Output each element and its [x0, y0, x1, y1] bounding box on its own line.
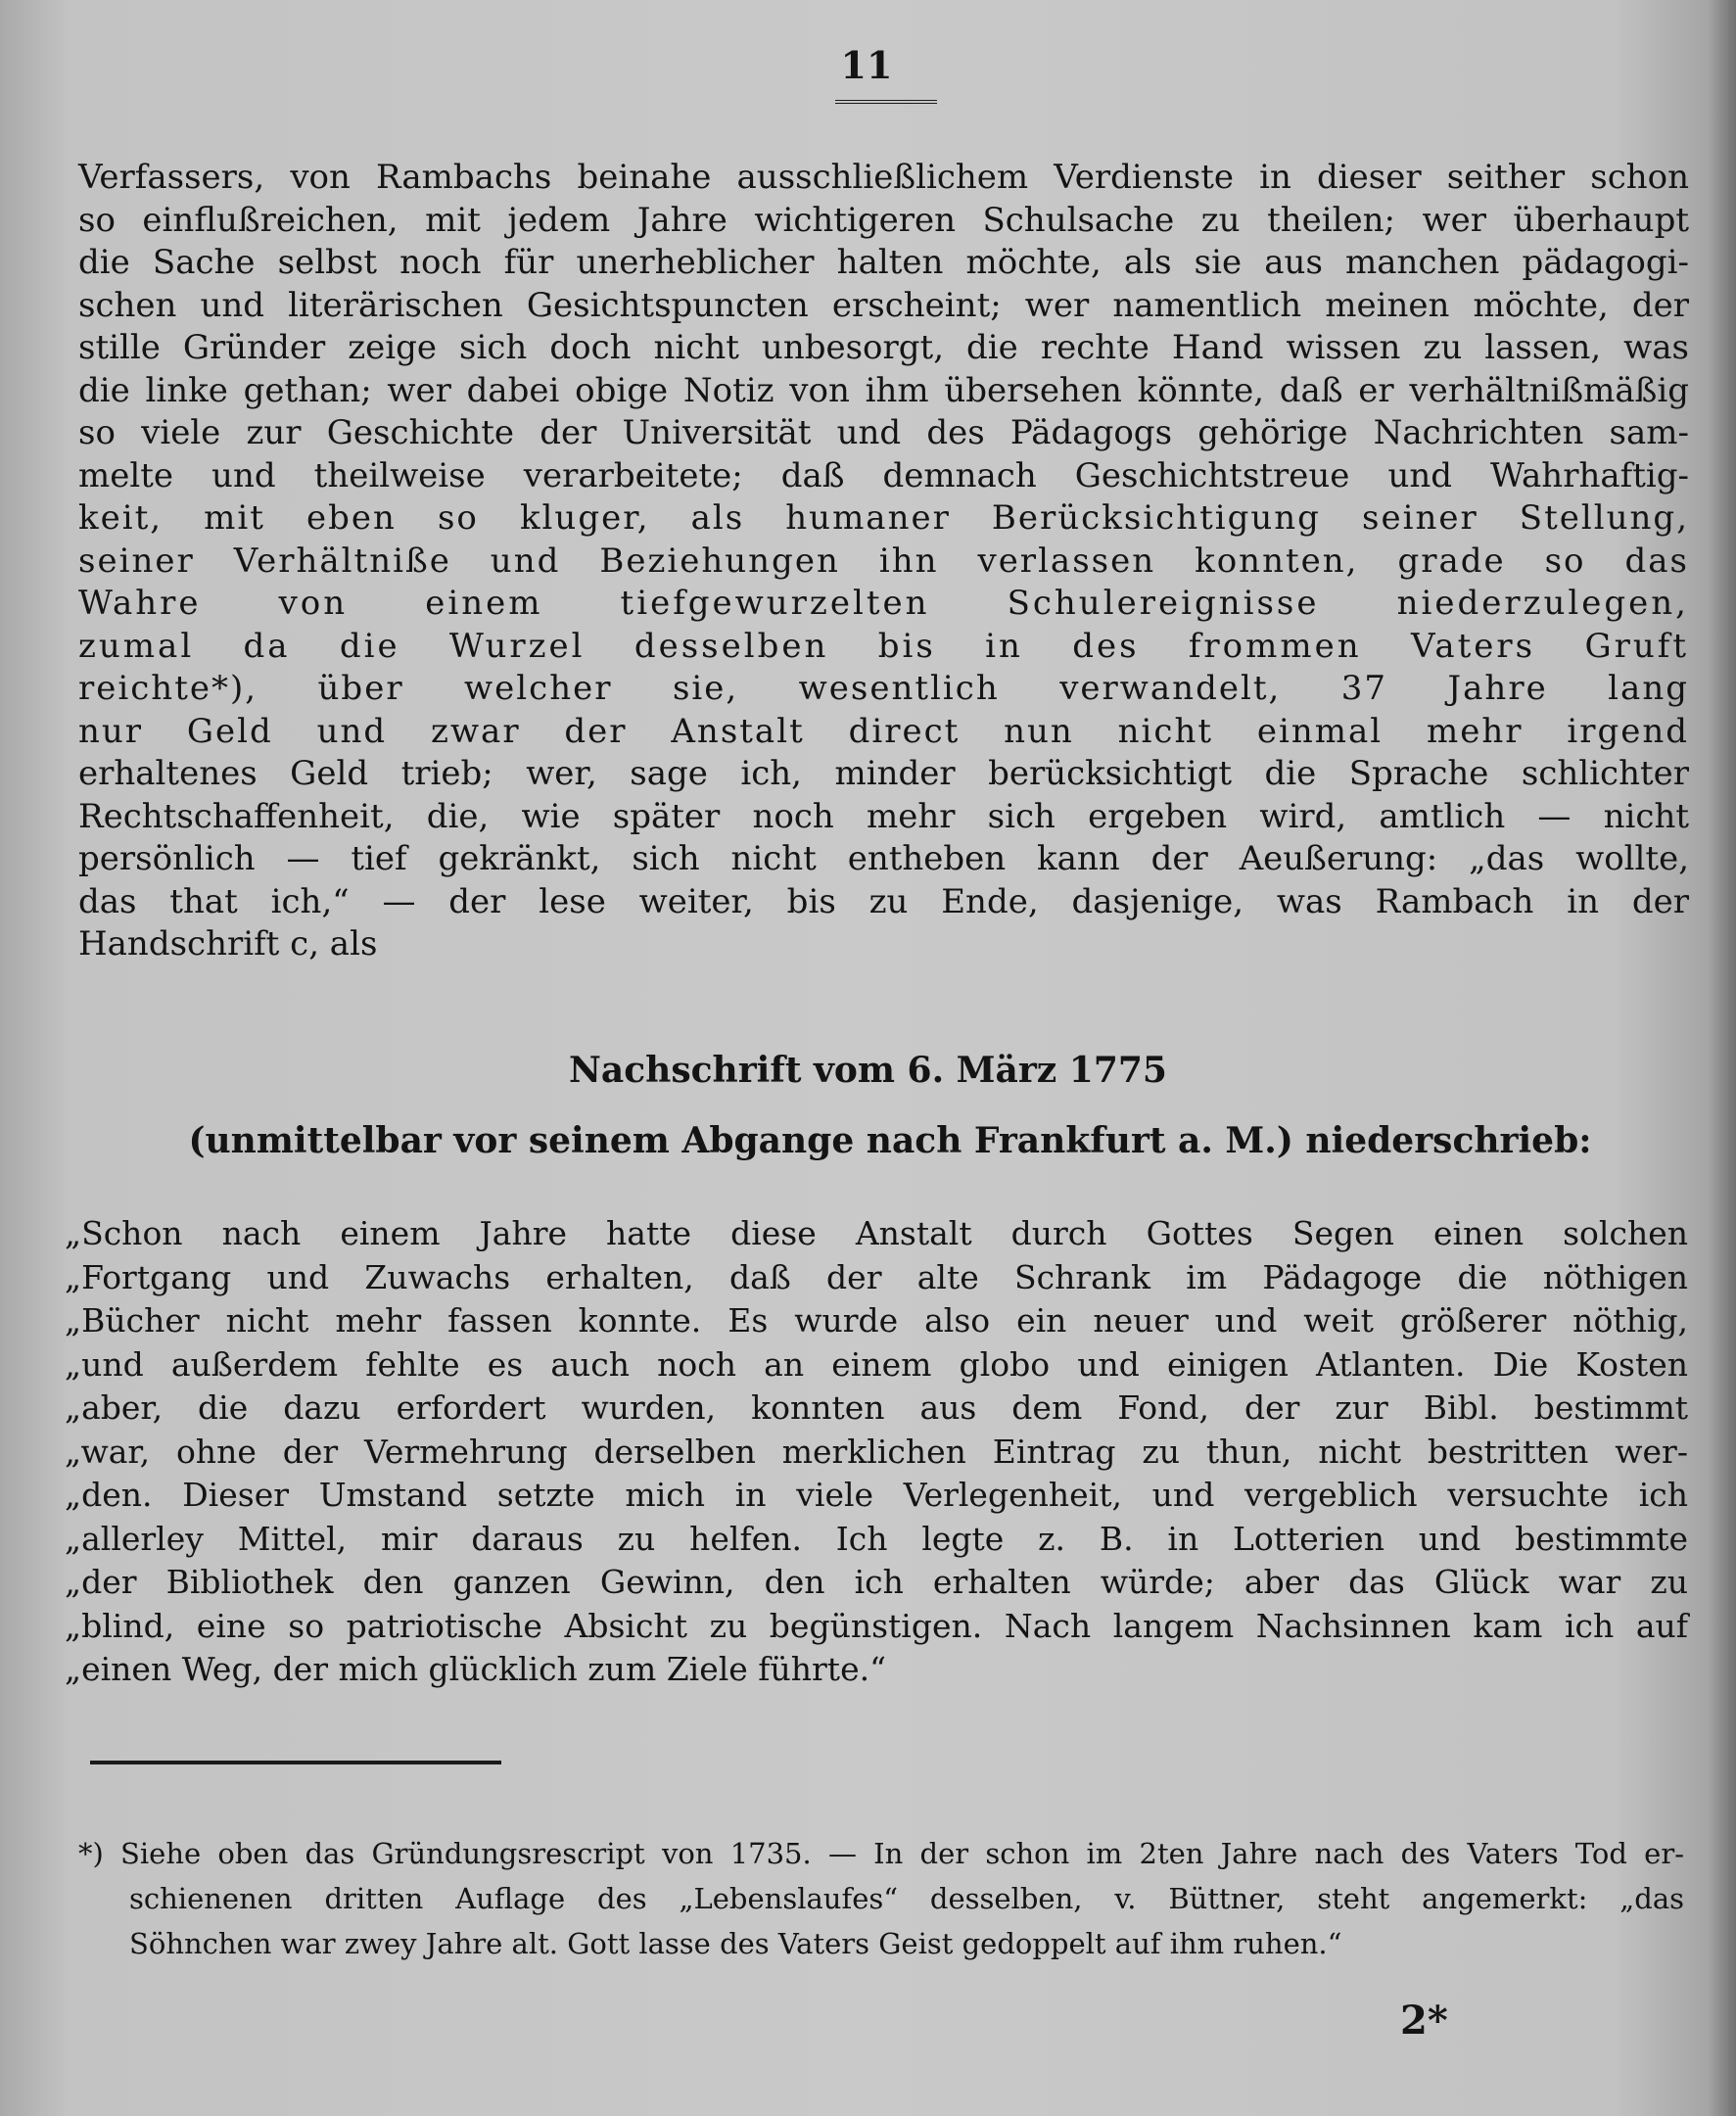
footnote — [78, 1831, 1684, 1966]
text-line: keit, mit eben so kluger, als humaner Berücksichtigung seiner Stellung, — [78, 498, 1689, 538]
text-line: zumal da die Wurzel desselben bis in des frommen Vaters Gruft — [78, 626, 1689, 666]
quote-line: „blind, eine so patriotische Absicht zu begünstigen. Nach langem Nachsinnen kam ich auf — [65, 1606, 1688, 1645]
quote-line: „Bücher nicht mehr fassen konnte. Es wurde also ein neuer und weit größerer nöthig, — [65, 1301, 1688, 1340]
text-line: Verfassers, von Rambachs beinahe ausschließlichem Verdienste in dieser seither schon — [78, 158, 1689, 197]
text-line: Wahre von einem tiefgewurzelten Schulereignisse niederzulegen, — [78, 584, 1689, 623]
signature-mark: 2* — [1400, 1998, 1448, 2044]
quoted-postscript — [65, 1212, 1688, 1692]
footnote-line: schienenen dritten Auflage des „Lebenslaufes“ desselben, v. Büttner, steht angemerkt: „das — [129, 1882, 1684, 1915]
quote-line: „Schon nach einem Jahre hatte diese Anstalt durch Gottes Segen einen solchen — [65, 1214, 1688, 1252]
text-line: die Sache selbst noch für unerheblicher halten möchte, als sie aus manchen pädagogi- — [78, 243, 1689, 282]
main-text — [78, 157, 1689, 966]
text-line: seiner Verhältniße und Beziehungen ihn verlassen konnten, grade so das — [78, 541, 1689, 581]
text-line: melte und theilweise verarbeitete; daß demnach Geschichtstreue und Wahrhaftig- — [78, 455, 1689, 495]
page-number: 11 — [840, 43, 893, 87]
text-line: reichte*), über welcher sie, wesentlich verwandelt, 37 Jahre lang — [78, 669, 1689, 708]
quote-line: „und außerdem fehlte es auch noch an einem globo und einigen Atlanten. Die Kosten — [65, 1344, 1688, 1384]
quote-line: „Fortgang und Zuwachs erhalten, daß der alte Schrank im Pädagoge die nöthigen — [65, 1257, 1688, 1296]
footnote-divider — [90, 1761, 501, 1764]
footnote-line: *) Siehe oben das Gründungsrescript von 1735. — In der schon im 2ten Jahre nach des Vaters Tod er- — [78, 1837, 1684, 1870]
quote-line: „einen Weg, der mich glücklich zum Ziele führte.“ — [65, 1650, 886, 1688]
text-line: schen und literärischen Gesichtspuncten erscheint; wer namentlich meinen möchte, der — [78, 285, 1689, 325]
text-line: Rechtschaffenheit, die, wie später noch mehr sich ergeben wird, amtlich — nicht — [78, 796, 1689, 836]
text-line: die linke gethan; wer dabei obige Notiz von ihm übersehen könnte, daß er verhältnißmäßig — [78, 370, 1689, 410]
section-subheading: (unmittelbar vor seinem Abgange nach Frankfurt a. M.) niederschrieb: — [188, 1120, 1592, 1161]
text-line: stille Gründer zeige sich doch nicht unbesorgt, die rechte Hand wissen zu lassen, was — [78, 328, 1689, 367]
quote-line: „der Bibliothek den ganzen Gewinn, den ich erhalten würde; aber das Glück war zu — [65, 1563, 1688, 1601]
quote-line: „allerley Mittel, mir daraus zu helfen. Ich legte z. B. in Lotterien und bestimmte — [65, 1519, 1688, 1558]
text-line: so einflußreichen, mit jedem Jahre wichtigeren Schulsache zu theilen; wer überhaupt — [78, 200, 1689, 240]
text-line: erhaltenes Geld trieb; wer, sage ich, minder berücksichtigt die Sprache schlichter — [78, 754, 1689, 793]
text-line: nur Geld und zwar der Anstalt direct nun nicht einmal mehr irgend — [78, 711, 1689, 751]
footnote-line: Söhnchen war zwey Jahre alt. Gott lasse des Vaters Geist gedoppelt auf ihm ruhen.“ — [129, 1927, 1342, 1960]
quote-line: „war, ohne der Vermehrung derselben merklichen Eintrag zu thun, nicht bestritten wer- — [65, 1432, 1688, 1471]
text-line: persönlich — tief gekränkt, sich nicht entheben kann der Aeußerung: „das wollte, — [78, 839, 1689, 878]
text-line: so viele zur Geschichte der Universität und des Pädagogs gehörige Nachrichten sam- — [78, 413, 1689, 452]
text-line: das that ich,“ — der lese weiter, bis zu Ende, dasjenige, was Rambach in der — [78, 881, 1689, 921]
quote-line: „den. Dieser Umstand setzte mich in viele Verlegenheit, und vergeblich versuchte ich — [65, 1476, 1688, 1514]
text-line: Handschrift c, als — [78, 924, 378, 964]
section-heading: Nachschrift vom 6. März 1775 — [569, 1050, 1167, 1091]
header-ornament — [835, 90, 937, 104]
quote-line: „aber, die dazu erfordert wurden, konnten aus dem Fond, der zur Bibl. bestimmt — [65, 1388, 1688, 1427]
